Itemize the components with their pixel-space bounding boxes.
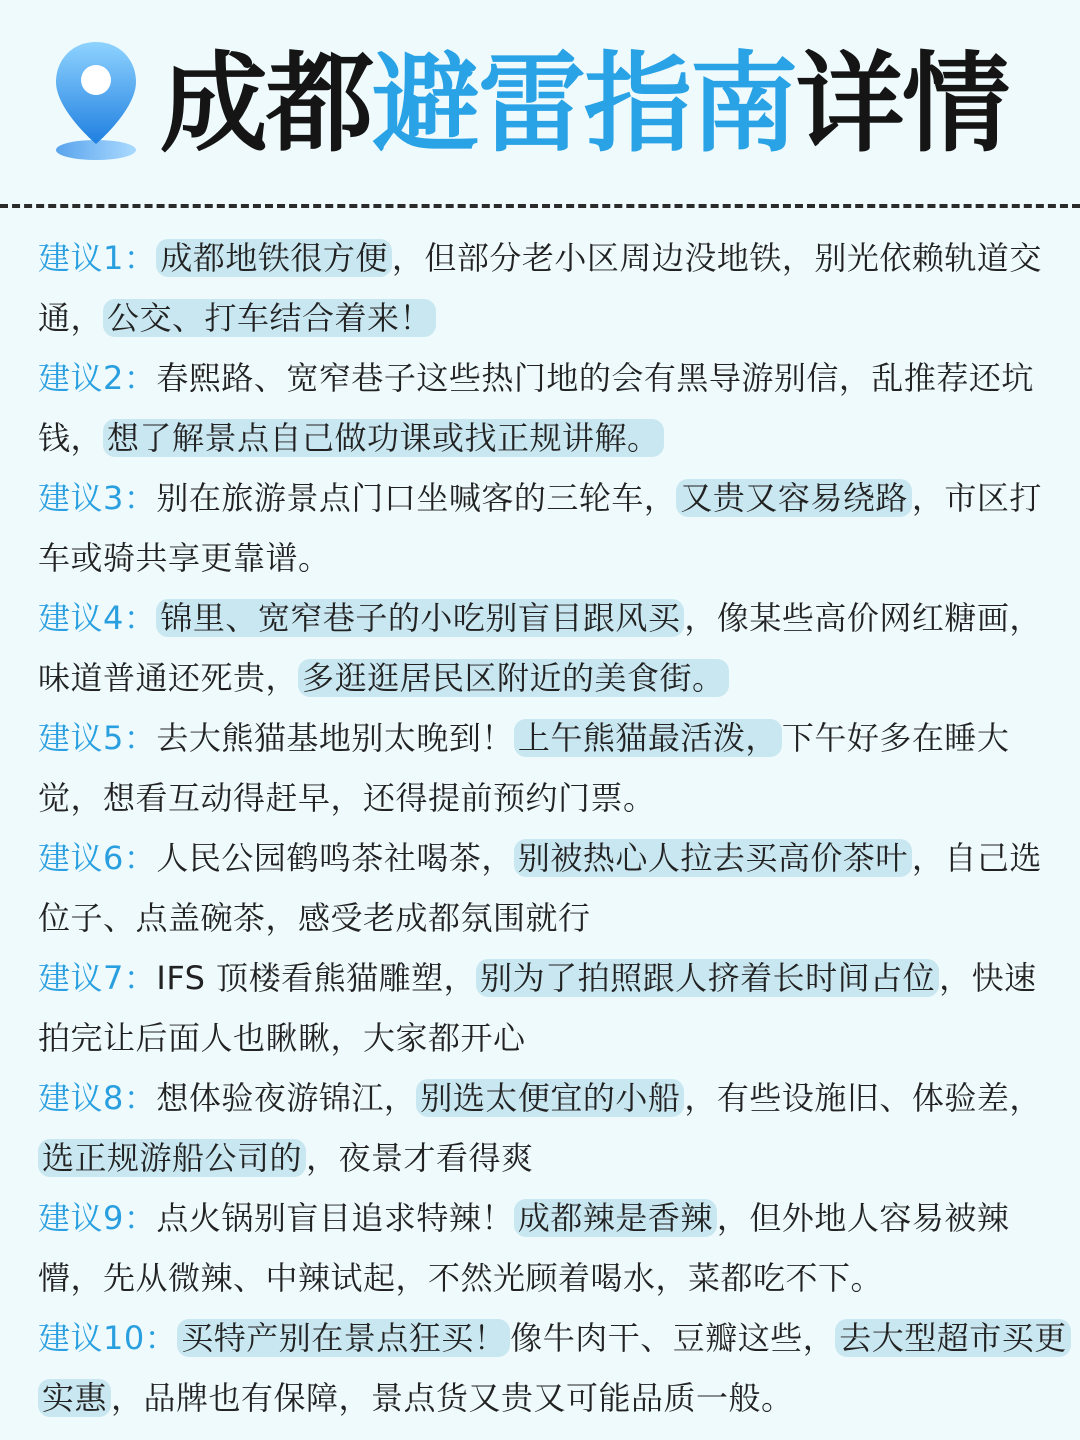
tip-highlight: 别选太便宜的小船 (416, 1079, 684, 1117)
tip-text: ，市区打车或骑共享更靠谱。 (38, 479, 1042, 577)
tip-item (38, 1188, 1068, 1308)
tip-label: 建议6： (38, 839, 157, 877)
tip-label: 建议3： (38, 479, 157, 517)
tip-item (38, 708, 1068, 828)
tip-label: 建议7： (38, 959, 157, 997)
tip-text: ，夜景才看得爽 (306, 1139, 534, 1177)
tip-highlight: 成都地铁很方便 (156, 239, 392, 277)
tip-item (38, 348, 1068, 468)
tip-item (38, 1308, 1068, 1428)
tip-item (38, 228, 1068, 348)
tip-item (38, 468, 1068, 588)
tip-highlight: 锦里、宽窄巷子的小吃别盲目跟风买 (156, 599, 684, 637)
tip-item (38, 948, 1068, 1068)
tip-label: 建议2： (38, 359, 157, 397)
tip-highlight: 成都辣是香辣 (514, 1199, 717, 1237)
tip-text: 像牛肉干、豆瓣这些， (510, 1319, 836, 1357)
tip-item (38, 1068, 1068, 1188)
tip-highlight: 去大型超市买更实惠 (38, 1319, 1071, 1417)
page-title (160, 40, 1008, 170)
tip-text: ，但部分老小区周边没地铁，别光依赖轨道交通， (38, 239, 1042, 337)
tip-highlight: 别为了拍照跟人挤着长时间占位 (476, 959, 939, 997)
tip-label: 建议10： (38, 1319, 178, 1357)
tip-text: IFS 顶楼看熊猫雕塑， (156, 959, 477, 997)
dashed-divider (0, 204, 1080, 208)
tip-highlight: 选正规游船公司的 (38, 1139, 306, 1177)
title-accent: 避雷指南 (372, 42, 797, 167)
tip-text: 去大熊猫基地别太晚到！ (156, 719, 514, 757)
tip-text: ，但外地人容易被辣懵，先从微辣、中辣试起，不然光顾着喝水，菜都吃不下。 (38, 1199, 1010, 1297)
header (0, 0, 1080, 200)
tip-label: 建议5： (38, 719, 157, 757)
tip-label: 建议1： (38, 239, 157, 277)
tip-highlight: 别被热心人拉去买高价茶叶 (514, 839, 912, 877)
tip-item (38, 828, 1068, 948)
tip-text: 人民公园鹤鸣茶社喝茶， (156, 839, 514, 877)
tip-text: ，自己选位子、点盖碗茶，感受老成都氛围就行 (38, 839, 1042, 937)
title-prefix: 成都 (160, 42, 373, 167)
title-suffix: 详情 (796, 42, 1009, 167)
tip-text: ，品牌也有保障，景点货又贵又可能品质一般。 (111, 1379, 794, 1417)
tip-text: 别在旅游景点门口坐喊客的三轮车， (156, 479, 677, 517)
tip-label: 建议4： (38, 599, 157, 637)
tip-text: ，像某些高价网红糖画，味道普通还死贵， (38, 599, 1042, 697)
tips-list (38, 228, 1068, 1428)
tip-item (38, 588, 1068, 708)
tip-label: 建议8： (38, 1079, 157, 1117)
tip-label: 建议9： (38, 1199, 157, 1237)
tip-text: ，有些设施旧、体验差， (684, 1079, 1042, 1117)
tip-text: 春熙路、宽窄巷子这些热门地的会有黑导游别信，乱推荐还坑钱， (38, 359, 1034, 457)
tip-text: 下午好多在睡大觉，想看互动得赶早，还得提前预约门票。 (38, 719, 1010, 817)
location-pin-icon (50, 36, 142, 168)
tip-text: 点火锅别盲目追求特辣！ (156, 1199, 514, 1237)
tip-highlight: 买特产别在景点狂买！ (177, 1319, 510, 1357)
tip-text: ，快速拍完让后面人也瞅瞅，大家都开心 (38, 959, 1037, 1057)
tip-highlight: 公交、打车结合着来！ (103, 299, 436, 337)
tip-highlight: 又贵又容易绕路 (676, 479, 912, 517)
tip-highlight: 上午熊猫最活泼， (514, 719, 782, 757)
tip-text: 想体验夜游锦江， (156, 1079, 417, 1117)
tip-highlight: 想了解景点自己做功课或找正规讲解。 (103, 419, 664, 457)
tip-highlight: 多逛逛居民区附近的美食街。 (298, 659, 729, 697)
